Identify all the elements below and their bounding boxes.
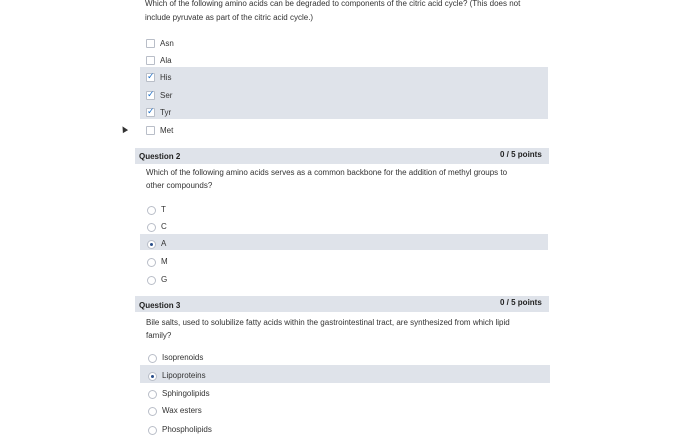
q3-option-label: Isoprenoids — [162, 353, 204, 362]
q3-points: 0 / 5 points — [500, 298, 542, 307]
q3-option-label: Wax esters — [162, 406, 202, 415]
mouse-cursor-icon — [120, 125, 128, 133]
q3-header — [135, 296, 549, 312]
q2-prompt-line1: Which of the following amino acids serves as a common backbone for the addition of methyl groups to — [146, 168, 508, 177]
radio-button[interactable] — [148, 354, 157, 363]
q3-prompt-line2: family? — [146, 331, 172, 340]
q2-points: 0 / 5 points — [500, 150, 542, 159]
q3-option-label: Sphingolipids — [162, 389, 210, 398]
check-icon: ✓ — [147, 89, 155, 99]
check-icon: ✓ — [147, 71, 155, 81]
q1-selected-band — [140, 67, 548, 119]
checkbox[interactable] — [146, 126, 155, 135]
q1-option-label: His — [160, 73, 172, 82]
check-icon: ✓ — [147, 106, 155, 116]
q2-selected-band — [140, 234, 548, 250]
q2-header — [135, 148, 549, 164]
radio-button[interactable] — [147, 206, 156, 215]
checkbox[interactable] — [146, 56, 155, 65]
q3-title: Question 3 — [139, 301, 181, 310]
q3-option-label: Phospholipids — [162, 425, 212, 434]
q1-prompt-line2: include pyruvate as part of the citric acid cycle.) — [145, 13, 314, 22]
q2-option-label: T — [161, 205, 166, 214]
radio-button[interactable] — [148, 390, 157, 399]
q1-option-label: Ser — [160, 91, 173, 100]
radio-button[interactable] — [147, 223, 156, 232]
radio-button[interactable] — [148, 372, 157, 381]
radio-button[interactable] — [147, 258, 156, 267]
radio-button[interactable] — [148, 426, 157, 435]
q2-option-label: C — [161, 222, 167, 231]
q1-option-label: Asn — [160, 39, 174, 48]
checkbox[interactable] — [146, 39, 155, 48]
q2-title: Question 2 — [139, 152, 181, 161]
checkbox[interactable] — [146, 108, 155, 117]
radio-selected-dot — [150, 243, 153, 246]
radio-button[interactable] — [147, 240, 156, 249]
q2-option-label: A — [161, 239, 167, 248]
checkbox[interactable] — [146, 73, 155, 82]
q3-option-label: Lipoproteins — [162, 371, 206, 380]
q2-prompt-line2: other compounds? — [146, 181, 213, 190]
q1-option-label: Met — [160, 126, 174, 135]
radio-selected-dot — [151, 375, 154, 378]
radio-button[interactable] — [147, 276, 156, 285]
q2-option-label: M — [161, 257, 168, 266]
q3-prompt-line1: Bile salts, used to solubilize fatty acids within the gastrointestinal tract, are synthesized from which lipid — [146, 318, 510, 327]
q1-option-label: Ala — [160, 56, 172, 65]
q2-option-label: G — [161, 275, 168, 284]
q1-prompt-line1: Which of the following amino acids can be degraded to components of the citric acid cycle? (This does not — [145, 0, 521, 8]
radio-button[interactable] — [148, 407, 157, 416]
checkbox[interactable] — [146, 91, 155, 100]
q1-option-label: Tyr — [160, 108, 172, 117]
